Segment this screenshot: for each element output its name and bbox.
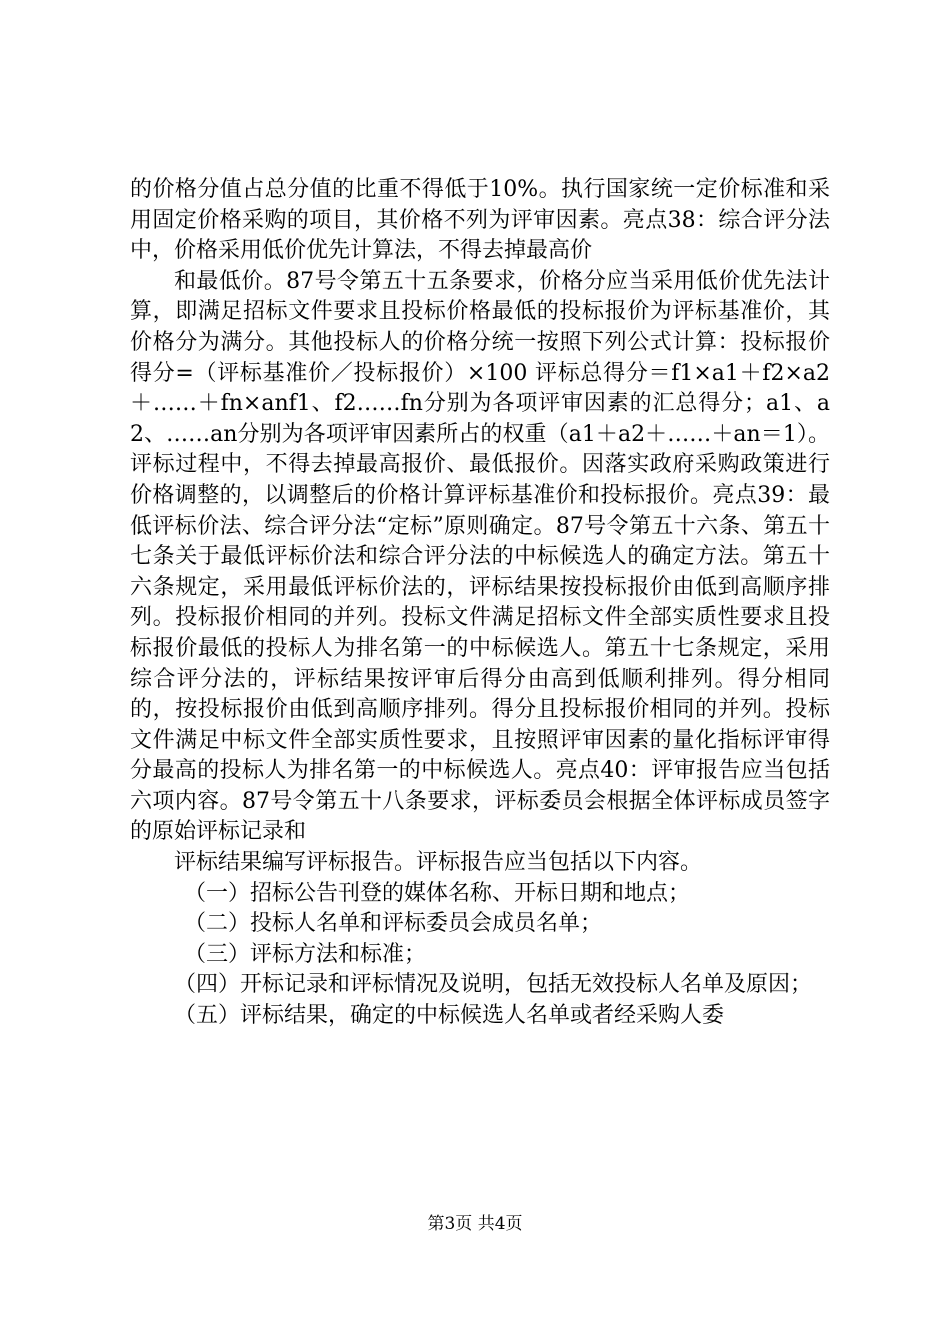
list-item-5: （五）评标结果，确定的中标候选人名单或者经采购人委 [174,1003,725,1029]
list-item-4: （四）开标记录和评标情况及说明，包括无效投标人名单及原因； [174,972,813,998]
paragraph-1: 的价格分值占总分值的比重不得低于10%。执行国家统一定价标准和采用固定价格采购的项目，其价格不列为评审因素。亮点38：综合评分法中，价格采用低价优先计算法，不得去掉最高价 [130,177,830,264]
document-body [130,175,830,1032]
list-item-1: （一）招标公告刊登的媒体名称、开标日期和地点； [184,880,691,906]
list-item-3: （三）评标方法和标准； [184,941,427,967]
list-item-2: （二）投标人名单和评标委员会成员名单； [184,911,603,937]
page-footer: 第3页 共4页 [427,1214,523,1234]
paragraph-2: 和最低价。87号令第五十五条要求，价格分应当采用低价优先法计算，即满足招标文件要求且投标价格最低的投标报价为评标基准价，其价格分为满分。其他投标人的价格分统一按照下列公式计算：投标报价得分=（评标基准价／投标报价）×100 评标总得分＝f1×a1＋f2×a2＋……＋fn×anf1、f2……fn分别为各项评审因素的汇总得分；a1、a2、……an分别为各项评审因素所占的权重（a1＋a2＋……＋an＝1）。评标过程中，不得去掉最高报价、最低报价。因落实政府采购政策进行价格调整的，以调整后的价格计算评标基准价和投标报价。亮点39：最低评标价法、综合评分法“定标”原则确定。87号令第五十六条、第五十七条关于最低评标价法和综合评分法的中标候选人的确定方法。第五十六条规定，采用最低评标价法的，评标结果按投标报价由低到高顺序排列。投标报价相同的并列。投标文件满足招标文件全部实质性要求且投标报价最低的投标人为排名第一的中标候选人。第五十七条规定，采用综合评分法的，评标结果按评审后得分由高到低顺利排列。得分相同的，按投标报价由低到高顺序排列。得分且投标报价相同的并列。投标文件满足中标文件全部实质性要求，且按照评审因素的量化指标评审得分最高的投标人为排名第一的中标候选人。亮点40：评审报告应当包括六项内容。87号令第五十八条要求，评标委员会根据全体评标成员签字的原始评标记录和 [130,268,830,845]
paragraph-3: 评标结果编写评标报告。评标报告应当包括以下内容。 [174,850,703,876]
